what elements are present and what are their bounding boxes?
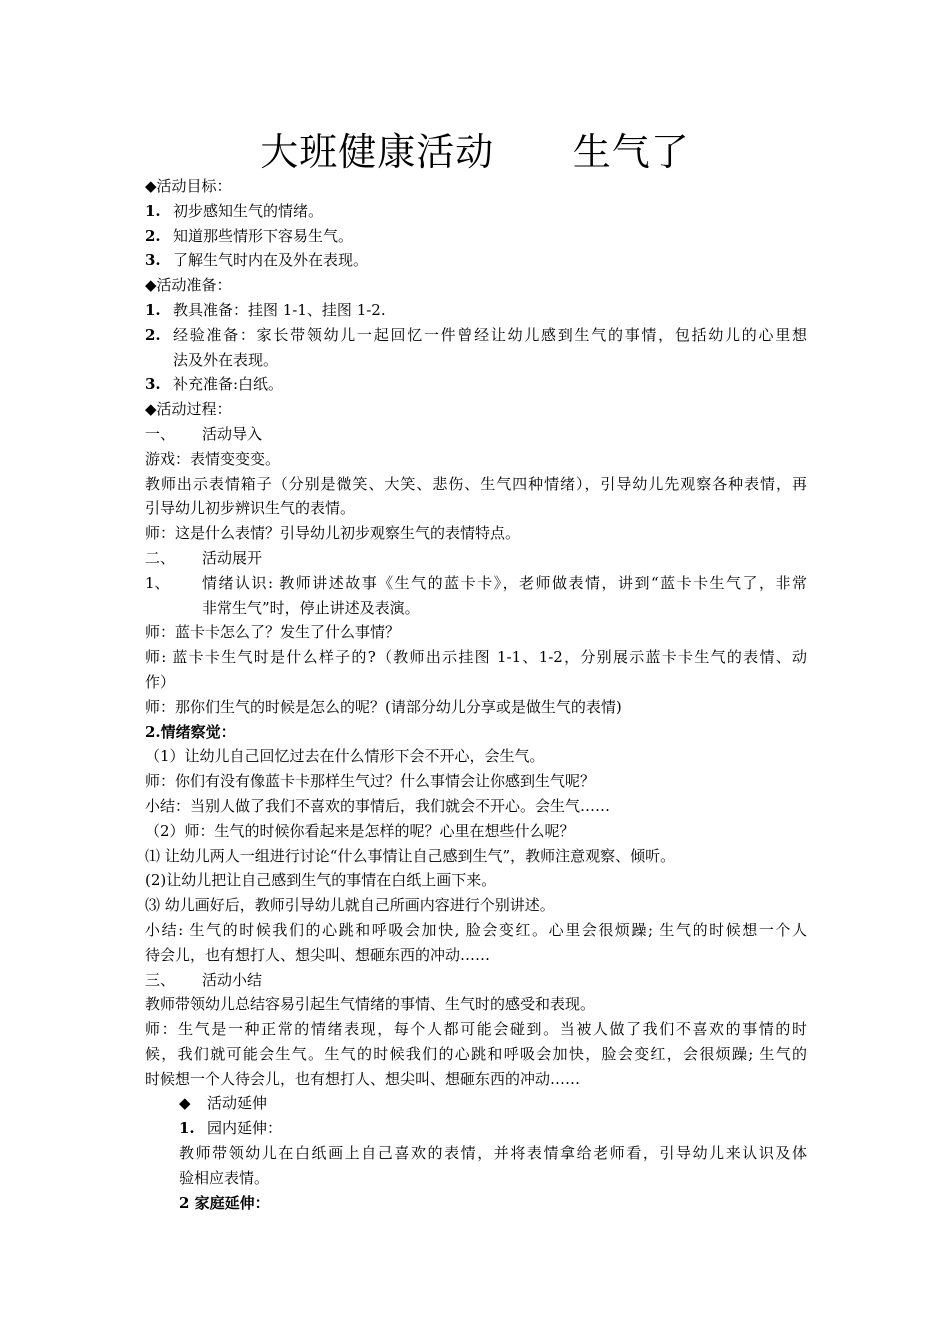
- subheading: 2.情绪察觉：: [145, 722, 236, 741]
- paragraph: 师：你们有没有像蓝卡卡那样生气过？什么事情会让你感到生气呢？: [145, 772, 596, 791]
- goal-number: 2.: [145, 226, 161, 245]
- paragraph-continued: 时候想一个人待会儿，也有想打人、想尖叫、想砸东西的冲动……: [145, 1069, 581, 1088]
- section-title: 活动展开: [202, 548, 263, 567]
- paragraph: 教师出示表情箱子（分别是微笑、大笑、悲伤、生气四种情绪），引导幼儿先观察各种表情，再: [145, 474, 807, 493]
- prep-text: 经验准备：家长带领幼儿一起回忆一件曾经让幼儿感到生气的事情，包括幼儿的心里想: [173, 325, 807, 344]
- section-title: 活动小结: [202, 970, 263, 989]
- paragraph-continued: 引导幼儿初步辨识生气的表情。: [145, 499, 356, 518]
- prep-number: 3.: [145, 375, 161, 394]
- prep-text: 补充准备:白纸。: [173, 375, 284, 394]
- paragraph: (2)让幼儿把让自己感到生气的事情在白纸上画下来。: [145, 871, 497, 890]
- goal-number: 1.: [145, 201, 161, 220]
- section-number: 三、: [145, 970, 176, 989]
- paragraph: ⑶ 幼儿画好后，教师引导幼儿就自己所画内容进行个别讲述。: [145, 896, 555, 915]
- paragraph-continued: 候，我们就可能会生气。生气的时候我们的心跳和呼吸会加快，脸会变红，会很烦躁; 生气的: [145, 1044, 807, 1063]
- goal-text: 知道那些情形下容易生气。: [173, 226, 354, 245]
- prep-item: [145, 323, 807, 348]
- document-title: 大班健康活动 生气了: [260, 130, 690, 174]
- goal-item: [145, 224, 807, 249]
- paragraph: 教师带领幼儿总结容易引起生气情绪的事情、生气时的感受和表现。: [145, 995, 596, 1014]
- paragraph: 游戏：表情变变变。: [145, 449, 281, 468]
- section-heading: [145, 968, 807, 993]
- paragraph: （1）让幼儿自己回忆过去在什么情形下会不开心，会生气。: [145, 747, 545, 766]
- prep-text-continued: 法及外在表现。: [173, 350, 279, 369]
- section-heading: [145, 422, 807, 447]
- item-text-continued: 非常生气”时，停止讲述及表演。: [202, 598, 420, 617]
- extension-text-continued: 验相应表情。: [179, 1168, 270, 1187]
- extension-heading: [145, 1091, 807, 1116]
- section-title: 活动导入: [202, 424, 263, 443]
- list-item: [145, 571, 807, 596]
- prep-heading: ◆活动准备：: [145, 276, 232, 295]
- extension-item: [145, 1116, 807, 1141]
- goal-text: 了解生气时内在及外在表现。: [173, 251, 369, 270]
- paragraph: 师：蓝卡卡怎么了？发生了什么事情？: [145, 623, 401, 642]
- item-number: 1、: [145, 573, 170, 592]
- item-text: 情绪认识: 教师讲述故事《生气的蓝卡卡》，老师做表情，讲到“蓝卡卡生气了，非常: [202, 573, 807, 592]
- goal-item: [145, 248, 807, 273]
- paragraph: 师：这是什么表情？引导幼儿初步观察生气的表情特点。: [145, 524, 521, 543]
- prep-text: 教具准备：挂图 1-1、挂图 1-2.: [173, 300, 386, 319]
- extension-item: 2 家庭延伸：: [179, 1193, 270, 1212]
- diamond-bullet-icon: ◆: [179, 1094, 191, 1113]
- goal-number: 3.: [145, 251, 161, 270]
- goal-item: [145, 199, 807, 224]
- paragraph: 师: 蓝卡卡生气时是什么样子的?（教师出示挂图 1-1、1-2，分别展示蓝卡卡生气的表情、动: [145, 648, 807, 667]
- section-heading: [145, 546, 807, 571]
- paragraph-continued: 作）: [145, 672, 176, 691]
- goal-text: 初步感知生气的情绪。: [173, 201, 324, 220]
- paragraph: （2）师：生气的时候你看起来是怎样的呢？心里在想些什么呢？: [145, 821, 575, 840]
- prep-number: 1.: [145, 300, 161, 319]
- paragraph: 师：那你们生气的时候是怎么的呢？(请部分幼儿分享或是做生气的表情): [145, 697, 622, 716]
- prep-item: [145, 298, 807, 323]
- goal-heading: ◆活动目标：: [145, 177, 232, 195]
- extension-number: 1.: [179, 1119, 195, 1138]
- process-heading: ◆活动过程：: [145, 400, 232, 419]
- paragraph-continued: 待会儿，也有想打人、想尖叫、想砸东西的冲动……: [145, 945, 491, 964]
- section-number: 一、: [145, 424, 176, 443]
- section-number: 二、: [145, 548, 176, 567]
- paragraph: ⑴ 让幼儿两人一组进行讨论“什么事情让自己感到生气”，教师注意观察、倾听。: [145, 846, 676, 865]
- prep-number: 2.: [145, 325, 161, 344]
- paragraph: 师：生气是一种正常的情绪表现，每个人都可能会碰到。当被人做了我们不喜欢的事情的时: [145, 1020, 807, 1039]
- paragraph: 小结: 生气的时候我们的心跳和呼吸会加快, 脸会变红。心里会很烦躁; 生气的时候想一个人: [145, 920, 807, 939]
- paragraph: 小结：当别人做了我们不喜欢的事情后，我们就会不开心。会生气……: [145, 796, 611, 815]
- prep-item: [145, 372, 807, 397]
- extension-text: 教师带领幼儿在白纸画上自己喜欢的表情，并将表情拿给老师看，引导幼儿来认识及体: [179, 1144, 807, 1163]
- extension-item-title: 园内延伸：: [207, 1119, 283, 1138]
- document-body: [145, 174, 807, 1215]
- extension-title: 活动延伸: [207, 1094, 268, 1113]
